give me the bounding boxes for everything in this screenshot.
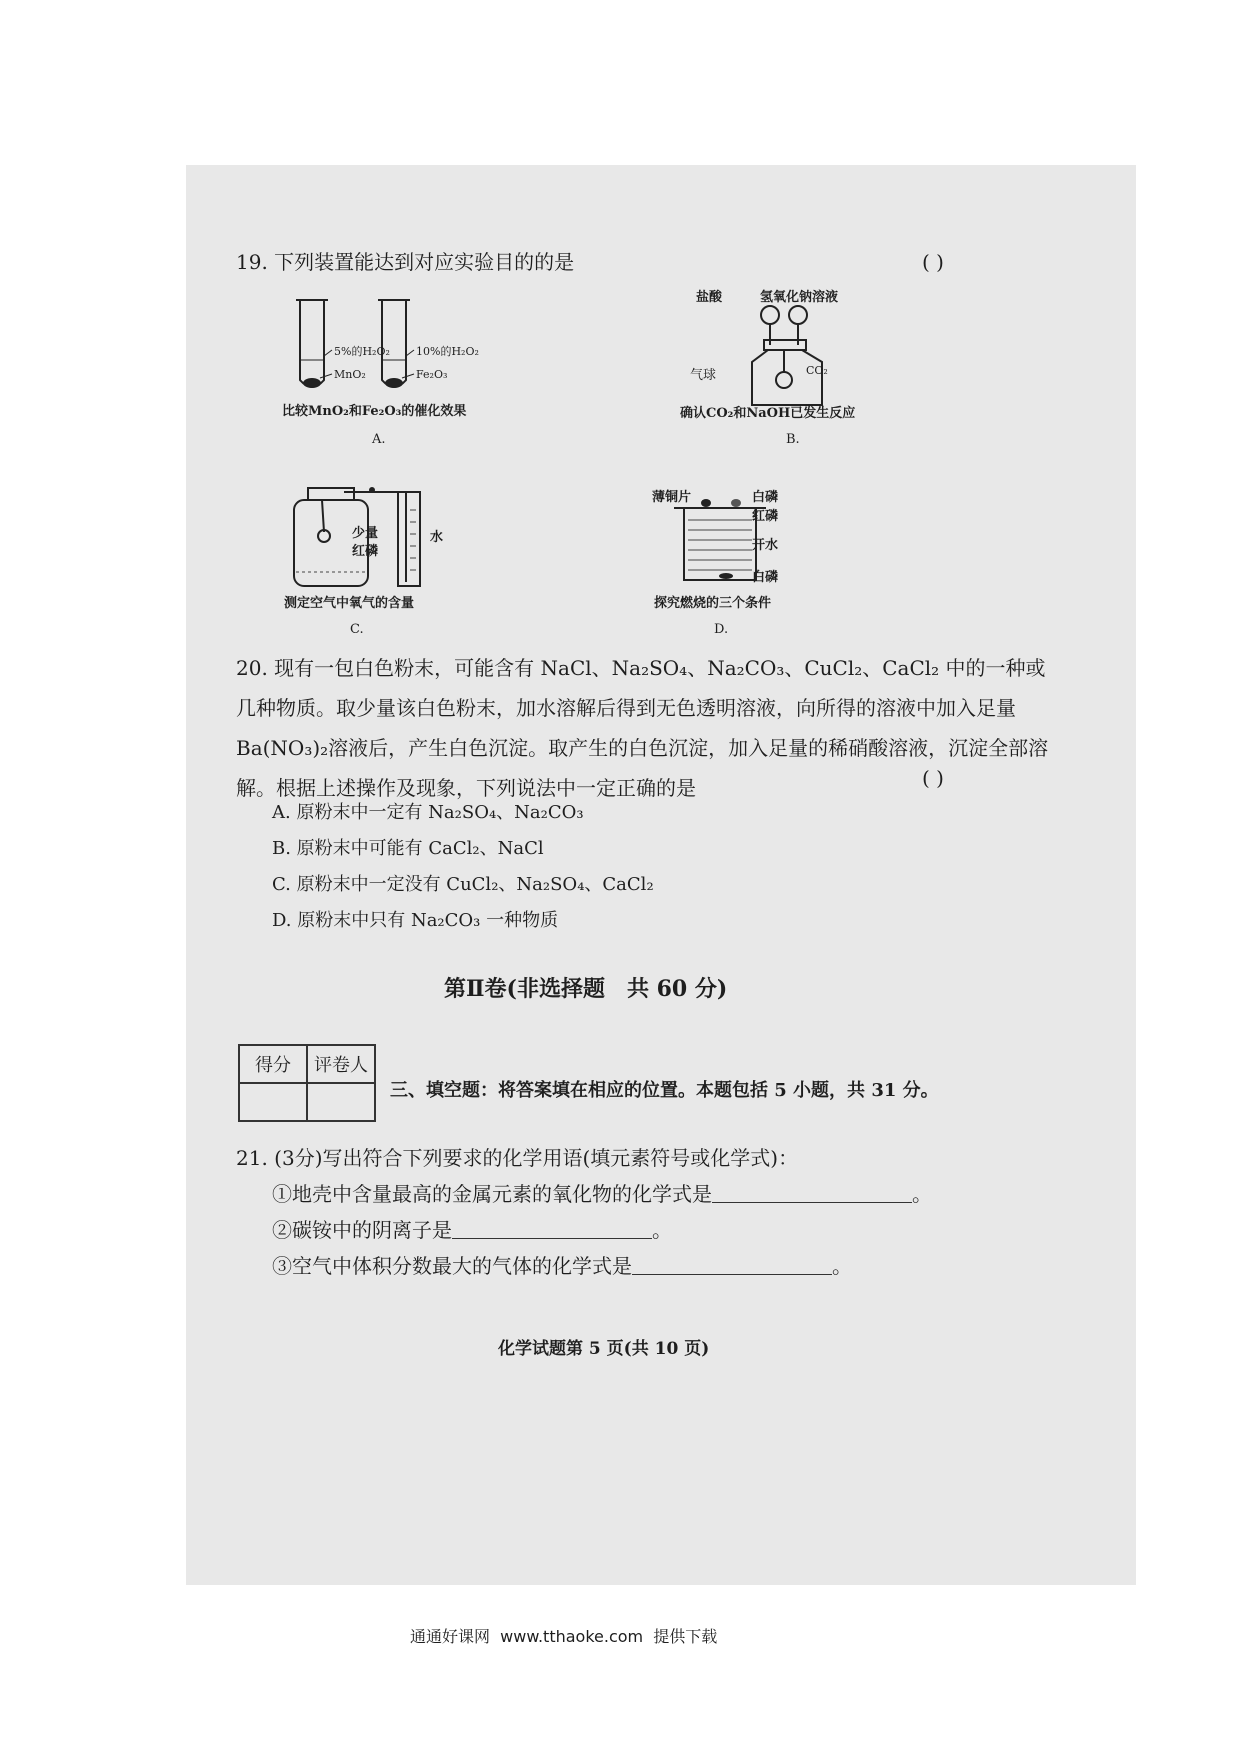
figure-d-white-p: 白磷 (752, 490, 779, 505)
q20-option-c: C. 原粉末中一定没有 CuCl₂、Na₂SO₄、CaCl₂ (272, 874, 654, 895)
figure-a-tube1-label: 5%的H₂O₂ (334, 345, 390, 358)
figure-a-tube2-reagent: Fe₂O₃ (416, 368, 448, 381)
q21-answer-blank-2[interactable] (452, 1220, 652, 1239)
figure-b-balloon: 气球 (690, 368, 717, 383)
q19-stem: 19. 下列装置能达到对应实验目的的是 (236, 250, 575, 274)
figure-a-caption: 比较MnO₂和Fe₂O₃的催化效果 (282, 404, 467, 419)
q20-stem: 20. 现有一包白色粉末，可能含有 NaCl、Na₂SO₄、Na₂CO₃、CuCl₂、CaCl₂ 中的一种或几种物质。取少量该白色粉末，加水溶解后得到无色透明溶液，向所得的溶液中加入足量Ba(NO₃)₂溶液后，产生白色沉淀。取产生的白色沉淀，加入足量的稀硝酸溶液，沉淀全部溶解。根据上述操作及现象，下列说法中一定正确的是 (236, 656, 1049, 800)
q20-answer-paren: ( ) (922, 766, 944, 790)
q21-item-2-end: 。 (652, 1218, 672, 1242)
figure-c-caption: 测定空气中氧气的含量 (284, 596, 415, 611)
q21-stem: 21. (3分)写出符合下列要求的化学用语(填元素符号或化学式)： (236, 1146, 799, 1170)
q21-item-3-text: ③空气中体积分数最大的气体的化学式是 (272, 1254, 632, 1278)
figure-c-water: 水 (430, 530, 444, 545)
figure-d-red-p: 红磷 (752, 509, 779, 524)
figure-d-caption: 探究燃烧的三个条件 (654, 596, 772, 611)
score-header: 得分 (239, 1045, 307, 1083)
figure-d-copper: 薄铜片 (652, 490, 692, 505)
figure-a-letter: A. (372, 432, 386, 447)
score-table (238, 1044, 376, 1122)
q20-option-b: B. 原粉末中可能有 CaCl₂、NaCl (272, 838, 544, 859)
figure-b-bottle (730, 300, 870, 410)
section-3-instruction: 三、填空题：将答案填在相应的位置。本题包括 5 小题，共 31 分。 (390, 1080, 939, 1101)
figure-b-gas: CO₂ (806, 364, 828, 377)
q21-answer-blank-1[interactable] (712, 1184, 912, 1203)
q21-item-1-end: 。 (912, 1182, 932, 1206)
q21-item-1 (272, 1182, 932, 1206)
figure-c-apparatus (286, 470, 486, 590)
figure-d-letter: D. (714, 622, 729, 637)
figure-d-white-p-bottom: 白磷 (752, 570, 779, 585)
section-2-title: 第Ⅱ卷(非选择题 共 60 分) (444, 976, 728, 1002)
q19-answer-paren: ( ) (922, 250, 944, 274)
q20-option-a: A. 原粉末中一定有 Na₂SO₄、Na₂CO₃ (272, 802, 584, 823)
figure-b-naoh: 氢氧化钠溶液 (760, 290, 839, 305)
figure-c-label-2: 红磷 (352, 544, 379, 559)
figure-c-label-1: 少量 (352, 526, 379, 541)
grader-header: 评卷人 (307, 1045, 375, 1083)
download-watermark: 通通好课网 www.tthaoke.com 提供下载 (410, 1627, 718, 1646)
q21-answer-blank-3[interactable] (632, 1256, 832, 1275)
page-footer: 化学试题第 5 页(共 10 页) (498, 1339, 710, 1359)
q21-item-3-end: 。 (832, 1254, 852, 1278)
figure-a-tube2-label: 10%的H₂O₂ (416, 345, 479, 358)
figure-b-letter: B. (786, 432, 800, 447)
figure-c-letter: C. (350, 622, 364, 637)
figure-b-caption: 确认CO₂和NaOH已发生反应 (680, 406, 856, 421)
score-cell[interactable] (239, 1083, 307, 1121)
q21-item-2-text: ②碳铵中的阴离子是 (272, 1218, 452, 1242)
grader-cell[interactable] (307, 1083, 375, 1121)
figure-b-acid: 盐酸 (696, 290, 723, 305)
figure-d-boiling-water: 开水 (752, 538, 779, 553)
q21-item-2 (272, 1218, 672, 1242)
q20-option-d: D. 原粉末中只有 Na₂CO₃ 一种物质 (272, 910, 559, 931)
figure-a-tube1-reagent: MnO₂ (334, 368, 366, 381)
q21-item-1-text: ①地壳中含量最高的金属元素的氧化物的化学式是 (272, 1182, 712, 1206)
q21-item-3 (272, 1254, 852, 1278)
